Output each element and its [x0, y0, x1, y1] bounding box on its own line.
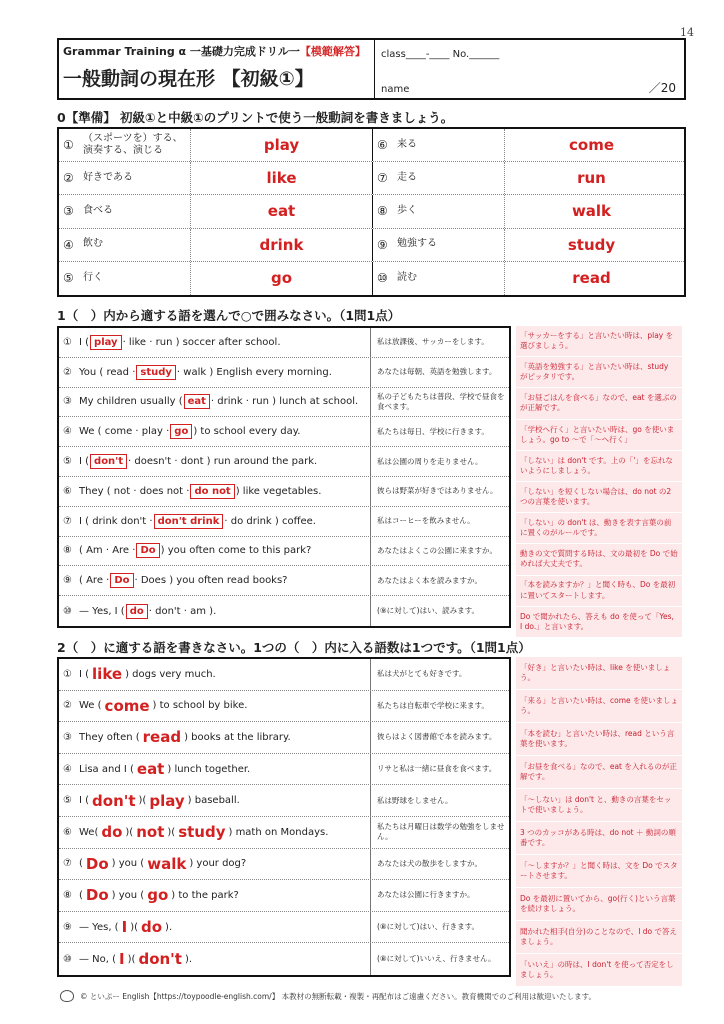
explanation-note: Do で聞かれたら、答えも do を使って「Yes, I do.」と言います。	[516, 607, 682, 637]
section1-notes	[516, 326, 682, 638]
sentence-text: ).	[165, 921, 173, 933]
written-answer: Do	[85, 854, 109, 873]
question-sentence	[59, 817, 371, 848]
sentence-text: ) baseball.	[187, 795, 240, 807]
sentence-text: ) you (	[111, 889, 145, 901]
explanation-note: 「しない」を短くしない場合は、do not の2つの言葉を使います。	[516, 482, 682, 512]
question-row	[59, 507, 509, 537]
japanese-translation: 彼らは野菜が好きではありません。	[377, 486, 498, 496]
circled-answer: go	[170, 424, 192, 439]
question-row	[59, 849, 509, 881]
japanese-translation: リサと私は一緒に昼食を食べます。	[377, 764, 497, 774]
written-answer: don't	[92, 791, 136, 810]
sentence-after: · don't · am ).	[148, 605, 217, 617]
item-number: ⑩	[63, 605, 72, 617]
item-number: ⑤	[63, 456, 72, 468]
japanese-translation: 私はコーヒーを飲みません。	[377, 516, 475, 526]
sentence-after: · do drink ) coffee.	[224, 515, 316, 527]
japanese-meaning: 好きである	[83, 162, 191, 194]
item-number: ⑤	[63, 271, 74, 286]
item-number: ⑦	[377, 171, 388, 186]
answer-verb: like	[191, 162, 373, 194]
question-sentence	[59, 507, 371, 536]
section2-heading: 2（ ）に適する語を書きなさい。1つの（ ）内に入る語数は1つです。（1問1点）	[57, 640, 531, 655]
circled-answer: eat	[184, 394, 210, 409]
question-sentence	[59, 880, 371, 911]
question-sentence	[59, 659, 371, 690]
japanese-translation: 私たちは自転車で学校に来ます。	[377, 700, 489, 710]
answer-verb: walk	[571, 202, 612, 221]
question-sentence	[59, 358, 371, 387]
sentence-text: ) you (	[111, 858, 145, 870]
question-sentence	[59, 328, 371, 357]
question-row	[59, 388, 509, 418]
item-number: ⑥	[377, 138, 388, 153]
score-field: ／20	[648, 81, 676, 95]
sentence-after: ) you often come to this park?	[160, 545, 312, 557]
answer-verb: run	[577, 169, 606, 188]
explanation-note: 動きの文で質問する時は、文の最初を Do で始めれば大丈夫です。	[516, 544, 682, 574]
question-sentence	[59, 566, 371, 595]
question-sentence	[59, 596, 371, 626]
name-field[interactable]: name	[381, 84, 410, 95]
sentence-text: We (	[79, 700, 102, 712]
japanese-translation: 私は公園の周りを走りません。	[377, 456, 483, 466]
answer-verb: go	[191, 262, 373, 295]
item-number: ⑧	[377, 204, 388, 219]
sentence-before: They ( not · does not ·	[79, 485, 190, 497]
verb-table	[57, 127, 686, 297]
written-answer: walk	[147, 854, 187, 873]
question-row	[59, 943, 509, 975]
answer-verb: study	[567, 235, 616, 254]
sentence-text: ) your dog?	[189, 858, 247, 870]
question-row	[59, 785, 509, 817]
explanation-note: 聞かれた相手(自分)のことなので、I do で答えましょう。	[516, 921, 682, 953]
sentence-before: — Yes, I (	[79, 605, 125, 617]
japanese-meaning: 歩く	[397, 195, 505, 227]
japanese-meaning: 来る	[397, 129, 505, 161]
item-number: ⑤	[63, 795, 72, 807]
question-row	[59, 817, 509, 849]
sentence-text: )(	[138, 795, 147, 807]
question-row	[59, 537, 509, 567]
section0-heading: 0【準備】 初級①と中級①のプリントで使う一般動詞を書きましょう。	[57, 110, 454, 125]
item-number: ③	[63, 204, 74, 219]
written-answer: don't	[138, 950, 182, 969]
question-row	[59, 328, 509, 358]
japanese-translation: 私は放課後、サッカーをします。	[377, 337, 489, 347]
japanese-translation: あなたは公園に行きますか。	[377, 890, 475, 900]
item-number: ②	[63, 366, 72, 378]
explanation-note: 「来る」と言いたい時は、come を使いましょう。	[516, 690, 682, 722]
written-answer: not	[136, 823, 165, 842]
explanation-note: 「〜しますか？」と聞く時は、文を Do でスタートさせます。	[516, 855, 682, 887]
item-number: ⑦	[63, 858, 72, 870]
verb-row	[59, 162, 684, 195]
question-row	[59, 447, 509, 477]
item-number: ④	[63, 426, 72, 438]
written-answer: do	[141, 918, 163, 937]
sentence-after: · walk ) English every morning.	[176, 366, 332, 378]
circled-answer: don't	[90, 454, 127, 469]
explanation-note: 「サッカーをする」と言いたい時は、play を選びましょう。	[516, 326, 682, 356]
written-answer: read	[142, 728, 182, 747]
answer-verb: play	[191, 129, 373, 161]
fill-table	[57, 657, 511, 977]
poodle-logo-icon	[60, 990, 74, 1002]
explanation-note: 「〜しない」は don't と、動きの言葉をセットで使いましょう。	[516, 789, 682, 821]
sentence-text: ) books at the library.	[184, 731, 291, 743]
explanation-note: Do を最初に置いてから、go(行く)という言葉を続けましょう。	[516, 888, 682, 920]
circled-answer: study	[136, 365, 176, 380]
sentence-text: ) lunch together.	[167, 763, 251, 775]
sentence-text: — Yes, (	[79, 921, 119, 933]
item-number: ⑨	[63, 575, 72, 587]
verb-row	[59, 129, 684, 162]
item-number: ⑦	[63, 515, 72, 527]
question-row	[59, 417, 509, 447]
sentence-before: My children usually (	[79, 396, 183, 408]
written-answer: like	[92, 665, 123, 684]
sentence-text: ) to school by bike.	[152, 700, 248, 712]
sentence-before: You ( read ·	[79, 366, 136, 378]
japanese-meaning: 行く	[83, 262, 191, 295]
sentence-text: )(	[125, 826, 134, 838]
question-sentence	[59, 537, 371, 566]
sentence-after: · Does ) you often read books?	[134, 575, 288, 587]
item-number: ④	[63, 237, 74, 252]
answer-verb: read	[572, 269, 611, 288]
sentence-before: I (	[79, 456, 90, 468]
item-number: ⑧	[63, 889, 72, 901]
worksheet-title: 一般動詞の現在形 【初級①】	[63, 68, 314, 90]
question-sentence	[59, 943, 371, 975]
explanation-note: 「いいえ」の時は、I don't を使って否定をしましょう。	[516, 954, 682, 986]
question-row	[59, 691, 509, 723]
item-number: ⑨	[377, 237, 388, 252]
question-sentence	[59, 754, 371, 785]
sentence-before: I (	[79, 336, 90, 348]
sentence-text: ) math on Mondays.	[228, 826, 329, 838]
question-row	[59, 912, 509, 944]
explanation-note: 「好き」と言いたい時は、like を使いましょう。	[516, 657, 682, 689]
written-answer: I	[121, 918, 128, 937]
explanation-note: 「しない」の don't は、動きを表す言葉の前に置くのがルールです。	[516, 513, 682, 543]
item-number: ⑨	[63, 921, 72, 933]
section2-notes	[516, 657, 682, 987]
japanese-translation: 私は犬がとても好きです。	[377, 669, 467, 679]
item-number: ⑥	[63, 826, 72, 838]
sentence-after: ) to school every day.	[193, 426, 301, 438]
item-number: ⑩	[63, 953, 72, 965]
question-sentence	[59, 417, 371, 446]
japanese-meaning: 走る	[397, 162, 505, 194]
answer-verb: eat	[191, 195, 373, 227]
japanese-translation: (⑧に対して)はい、行きます。	[377, 921, 479, 931]
question-sentence	[59, 912, 371, 943]
explanation-note: 「お昼を食べる」なので、eat を入れるのが正解です。	[516, 756, 682, 788]
written-answer: do	[101, 823, 123, 842]
question-sentence	[59, 388, 371, 417]
japanese-translation: 彼らはよく図書館で本を読みます。	[377, 732, 497, 742]
item-number: ⑥	[63, 485, 72, 497]
japanese-meaning: 勉強する	[397, 229, 505, 261]
item-number: ①	[63, 336, 72, 348]
circled-answer: Do	[136, 543, 159, 558]
explanation-note: 「本を読む」と言いたい時は、read という言葉を使います。	[516, 723, 682, 755]
question-sentence	[59, 722, 371, 753]
sentence-after: · like · run ) soccer after school.	[122, 336, 281, 348]
question-sentence	[59, 477, 371, 506]
question-row	[59, 596, 509, 626]
japanese-translation: あなたはよくこの公園に来ますか。	[377, 545, 497, 555]
question-row	[59, 722, 509, 754]
page-number: 14	[680, 26, 694, 39]
explanation-note: 「学校へ行く」と言いたい時は、go を使いましょう。go to 〜で「〜へ行く」	[516, 420, 682, 450]
class-field[interactable]: class____-____ No.______	[381, 49, 500, 60]
item-number: ②	[63, 700, 72, 712]
japanese-meaning: 飲む	[83, 229, 191, 261]
sentence-after: · doesn't · dont ) run around the park.	[128, 456, 318, 468]
written-answer: come	[104, 696, 150, 715]
question-row	[59, 880, 509, 912]
answer-key-tag: 【模範解答】	[299, 45, 366, 58]
written-answer: study	[178, 823, 226, 842]
section1-heading: 1（ ）内から適する語を選んで○で囲みなさい。（1問1点）	[57, 308, 401, 323]
question-row	[59, 358, 509, 388]
sentence-text: )(	[130, 921, 138, 933]
japanese-translation: あなたは犬の散歩をしますか。	[377, 858, 482, 868]
verb-row	[59, 262, 684, 295]
sentence-after: ) like vegetables.	[235, 485, 322, 497]
japanese-meaning: 食べる	[83, 195, 191, 227]
sentence-before: ( Are ·	[79, 575, 110, 587]
japanese-translation: 私は野球をしません。	[377, 795, 453, 805]
sentence-text: I (	[79, 668, 90, 680]
answer-verb: come	[569, 136, 614, 155]
question-sentence	[59, 849, 371, 880]
written-answer: Do	[85, 886, 109, 905]
circled-answer: play	[90, 335, 122, 350]
sentence-after: · drink · run ) lunch at school.	[210, 396, 359, 408]
item-number: ③	[63, 396, 72, 408]
explanation-note: 「本を読みますか？」と聞く時も、Do を最初に置いてスタートします。	[516, 576, 682, 606]
written-answer: eat	[136, 760, 165, 779]
sentence-text: (	[79, 858, 83, 870]
footer: © といぷー English【https://toypoodle-english.com/】 本教材の無断転載・複製・再配布はご遠慮ください。教育機関でのご利用は歓迎いたします。	[60, 990, 596, 1002]
explanation-note: 「お昼ごはんを食べる」なので、eat を選ぶのが正解です。	[516, 388, 682, 418]
question-row	[59, 477, 509, 507]
japanese-translation: 私の子どもたちは普段、学校で昼食を食べます。	[377, 391, 505, 411]
sentence-text: ) dogs very much.	[125, 668, 216, 680]
circled-answer: do	[126, 604, 148, 619]
japanese-translation: (⑨に対して)はい、読みます。	[377, 606, 479, 615]
question-row	[59, 659, 509, 691]
answer-verb: drink	[191, 229, 373, 261]
japanese-meaning: 読む	[397, 262, 505, 295]
question-sentence	[59, 785, 371, 816]
item-number: ①	[63, 138, 74, 153]
sentence-before: We ( come · play ·	[79, 426, 170, 438]
explanation-note: 「しない」は don't です。上の「'」を忘れないようにしましょう。	[516, 451, 682, 481]
japanese-translation: 私たちは月曜日は数学の勉強をしません。	[377, 822, 505, 842]
sentence-text: I (	[79, 795, 90, 807]
written-answer: I	[119, 950, 125, 969]
sentence-text: Lisa and I (	[79, 763, 134, 775]
question-sentence	[59, 691, 371, 722]
item-number: ④	[63, 763, 72, 775]
item-number: ①	[63, 668, 72, 680]
verb-row	[59, 229, 684, 262]
japanese-translation: (⑧に対して)いいえ、行きません。	[377, 954, 496, 964]
explanation-note: 3 つのカッコがある時は、do not ＋ 動詞の順番です。	[516, 822, 682, 854]
written-answer: go	[147, 886, 169, 905]
sentence-text: )(	[167, 826, 176, 838]
sentence-text: They often (	[79, 731, 140, 743]
written-answer: play	[149, 791, 185, 810]
item-number: ③	[63, 731, 72, 743]
circled-answer: don't drink	[154, 514, 224, 529]
circled-answer: do not	[190, 484, 234, 499]
item-number: ②	[63, 171, 74, 186]
question-row	[59, 754, 509, 786]
circled-answer: Do	[110, 573, 133, 588]
japanese-translation: あなたはよく本を読みますか。	[377, 575, 482, 585]
explanation-note: 「英語を勉強する」と言いたい時は、study がピッタリです。	[516, 357, 682, 387]
worksheet-subtitle: Grammar Training α 一基礎力完成ドリル一【模範解答】	[63, 45, 366, 58]
worksheet-header	[57, 38, 686, 100]
sentence-before: ( Am · Are ·	[79, 545, 136, 557]
japanese-translation: 私たちは毎日、学校に行きます。	[377, 426, 489, 436]
sentence-text: )(	[127, 953, 136, 965]
item-number: ⑧	[63, 545, 72, 557]
question-sentence	[59, 447, 371, 476]
sentence-text: ).	[184, 953, 193, 965]
sentence-text: We(	[79, 826, 99, 838]
verb-row	[59, 195, 684, 228]
japanese-translation: あなたは毎朝、英語を勉強します。	[377, 367, 497, 377]
question-row	[59, 566, 509, 596]
japanese-meaning: （スポーツを）する、演奏する、演じる	[83, 129, 191, 161]
sentence-before: I ( drink don't ·	[79, 515, 153, 527]
sentence-text: — No, (	[79, 953, 117, 965]
item-number: ⑩	[377, 271, 388, 286]
sentence-text: ) to the park?	[171, 889, 239, 901]
choice-table	[57, 326, 511, 628]
sentence-text: (	[79, 889, 83, 901]
